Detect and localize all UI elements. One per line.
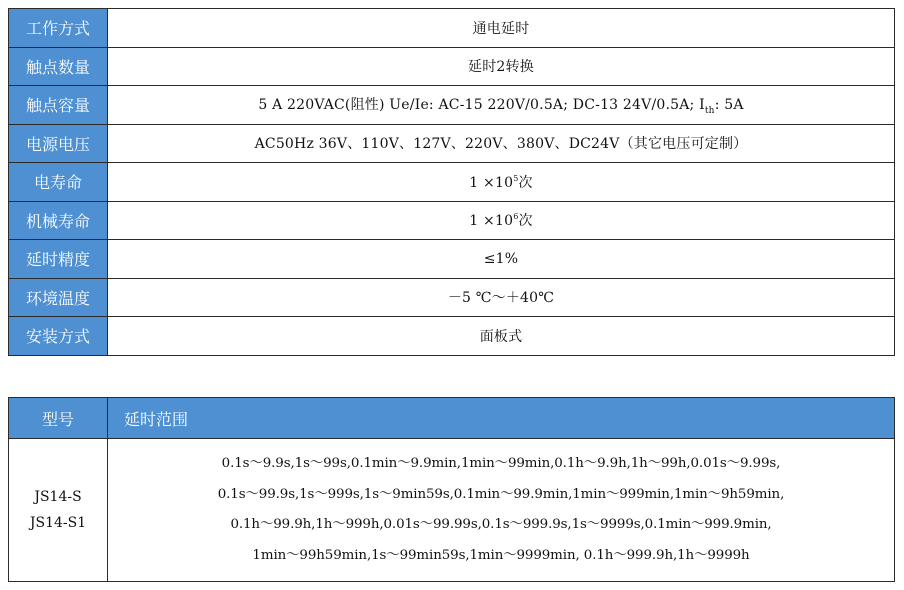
header-model: 型号 [9,398,108,439]
spec-row-capacity [9,86,895,125]
spec-row-accuracy [9,240,895,279]
elec-life-label: 电寿命 [9,163,108,202]
mech-life-unit: 次 [518,213,533,230]
range-line: 0.1s～9.9s,1s～99s,0.1min～9.9min,1min～99min,0.1h～9.9h,1h～99h,0.01s～9.99s, [221,456,781,471]
range-header-row [9,398,895,439]
model-cell [9,439,108,582]
mounting-value: 面板式 [108,317,895,356]
mech-life-exp: 6 [513,212,519,222]
model-name: JS14-S [34,489,82,505]
voltage-label: 电源电压 [9,124,108,163]
elec-life-exp: 5 [513,173,519,183]
range-body-row [9,439,895,582]
range-line: 0.1h～99.9h,1h～999h,0.01s～99.99s,0.1s～999.9s,1s～9999s,0.1min～999.9min, [230,517,772,532]
mode-value: 通电延时 [108,9,895,48]
contacts-value: 延时2转换 [108,47,895,86]
contacts-label: 触点数量 [9,47,108,86]
spec-row-mode [9,9,895,48]
capacity-value-sub: th [704,105,715,116]
mode-label: 工作方式 [9,9,108,48]
mounting-label: 安装方式 [9,317,108,356]
capacity-label: 触点容量 [9,86,108,125]
spec-row-contacts [9,47,895,86]
mech-life-label: 机械寿命 [9,201,108,240]
capacity-value-main: 5 A 220VAC(阻性) Ue/Ie: AC-15 220V/0.5A; DC-13 24V/0.5A; I [258,96,705,113]
range-line: 0.1s～99.9s,1s～999s,1s～9min59s,0.1min～99.9min,1min～999min,1min～9h59min, [217,486,785,502]
model-name: JS14-S1 [29,515,87,531]
elec-life-base: 1 ×10 [469,174,514,191]
accuracy-value: ≤1% [108,240,895,279]
elec-life-unit: 次 [518,174,533,191]
spec-row-elec-life [9,163,895,202]
spec-row-mech-life [9,201,895,240]
accuracy-label: 延时精度 [9,240,108,279]
voltage-value: AC50Hz 36V、110V、127V、220V、380V、DC24V（其它电压可定制） [108,124,895,163]
temperature-label: 环境温度 [9,278,108,317]
spec-row-voltage [9,124,895,163]
capacity-value-end: : 5A [714,96,744,113]
temperature-value: －5 ℃～＋40℃ [108,278,895,317]
range-cell [108,439,895,582]
range-line: 1min～99h59min,1s～99min59s,1min～9999min, 0.1h～999.9h,1h～9999h [252,547,750,563]
spec-row-temperature [9,278,895,317]
spec-row-mounting [9,317,895,356]
mech-life-value [108,201,895,240]
delay-range-table [8,397,895,582]
header-range: 延时范围 [108,398,895,439]
capacity-value [108,86,895,125]
mech-life-base: 1 ×10 [469,213,514,230]
spec-table [8,8,895,356]
elec-life-value [108,163,895,202]
